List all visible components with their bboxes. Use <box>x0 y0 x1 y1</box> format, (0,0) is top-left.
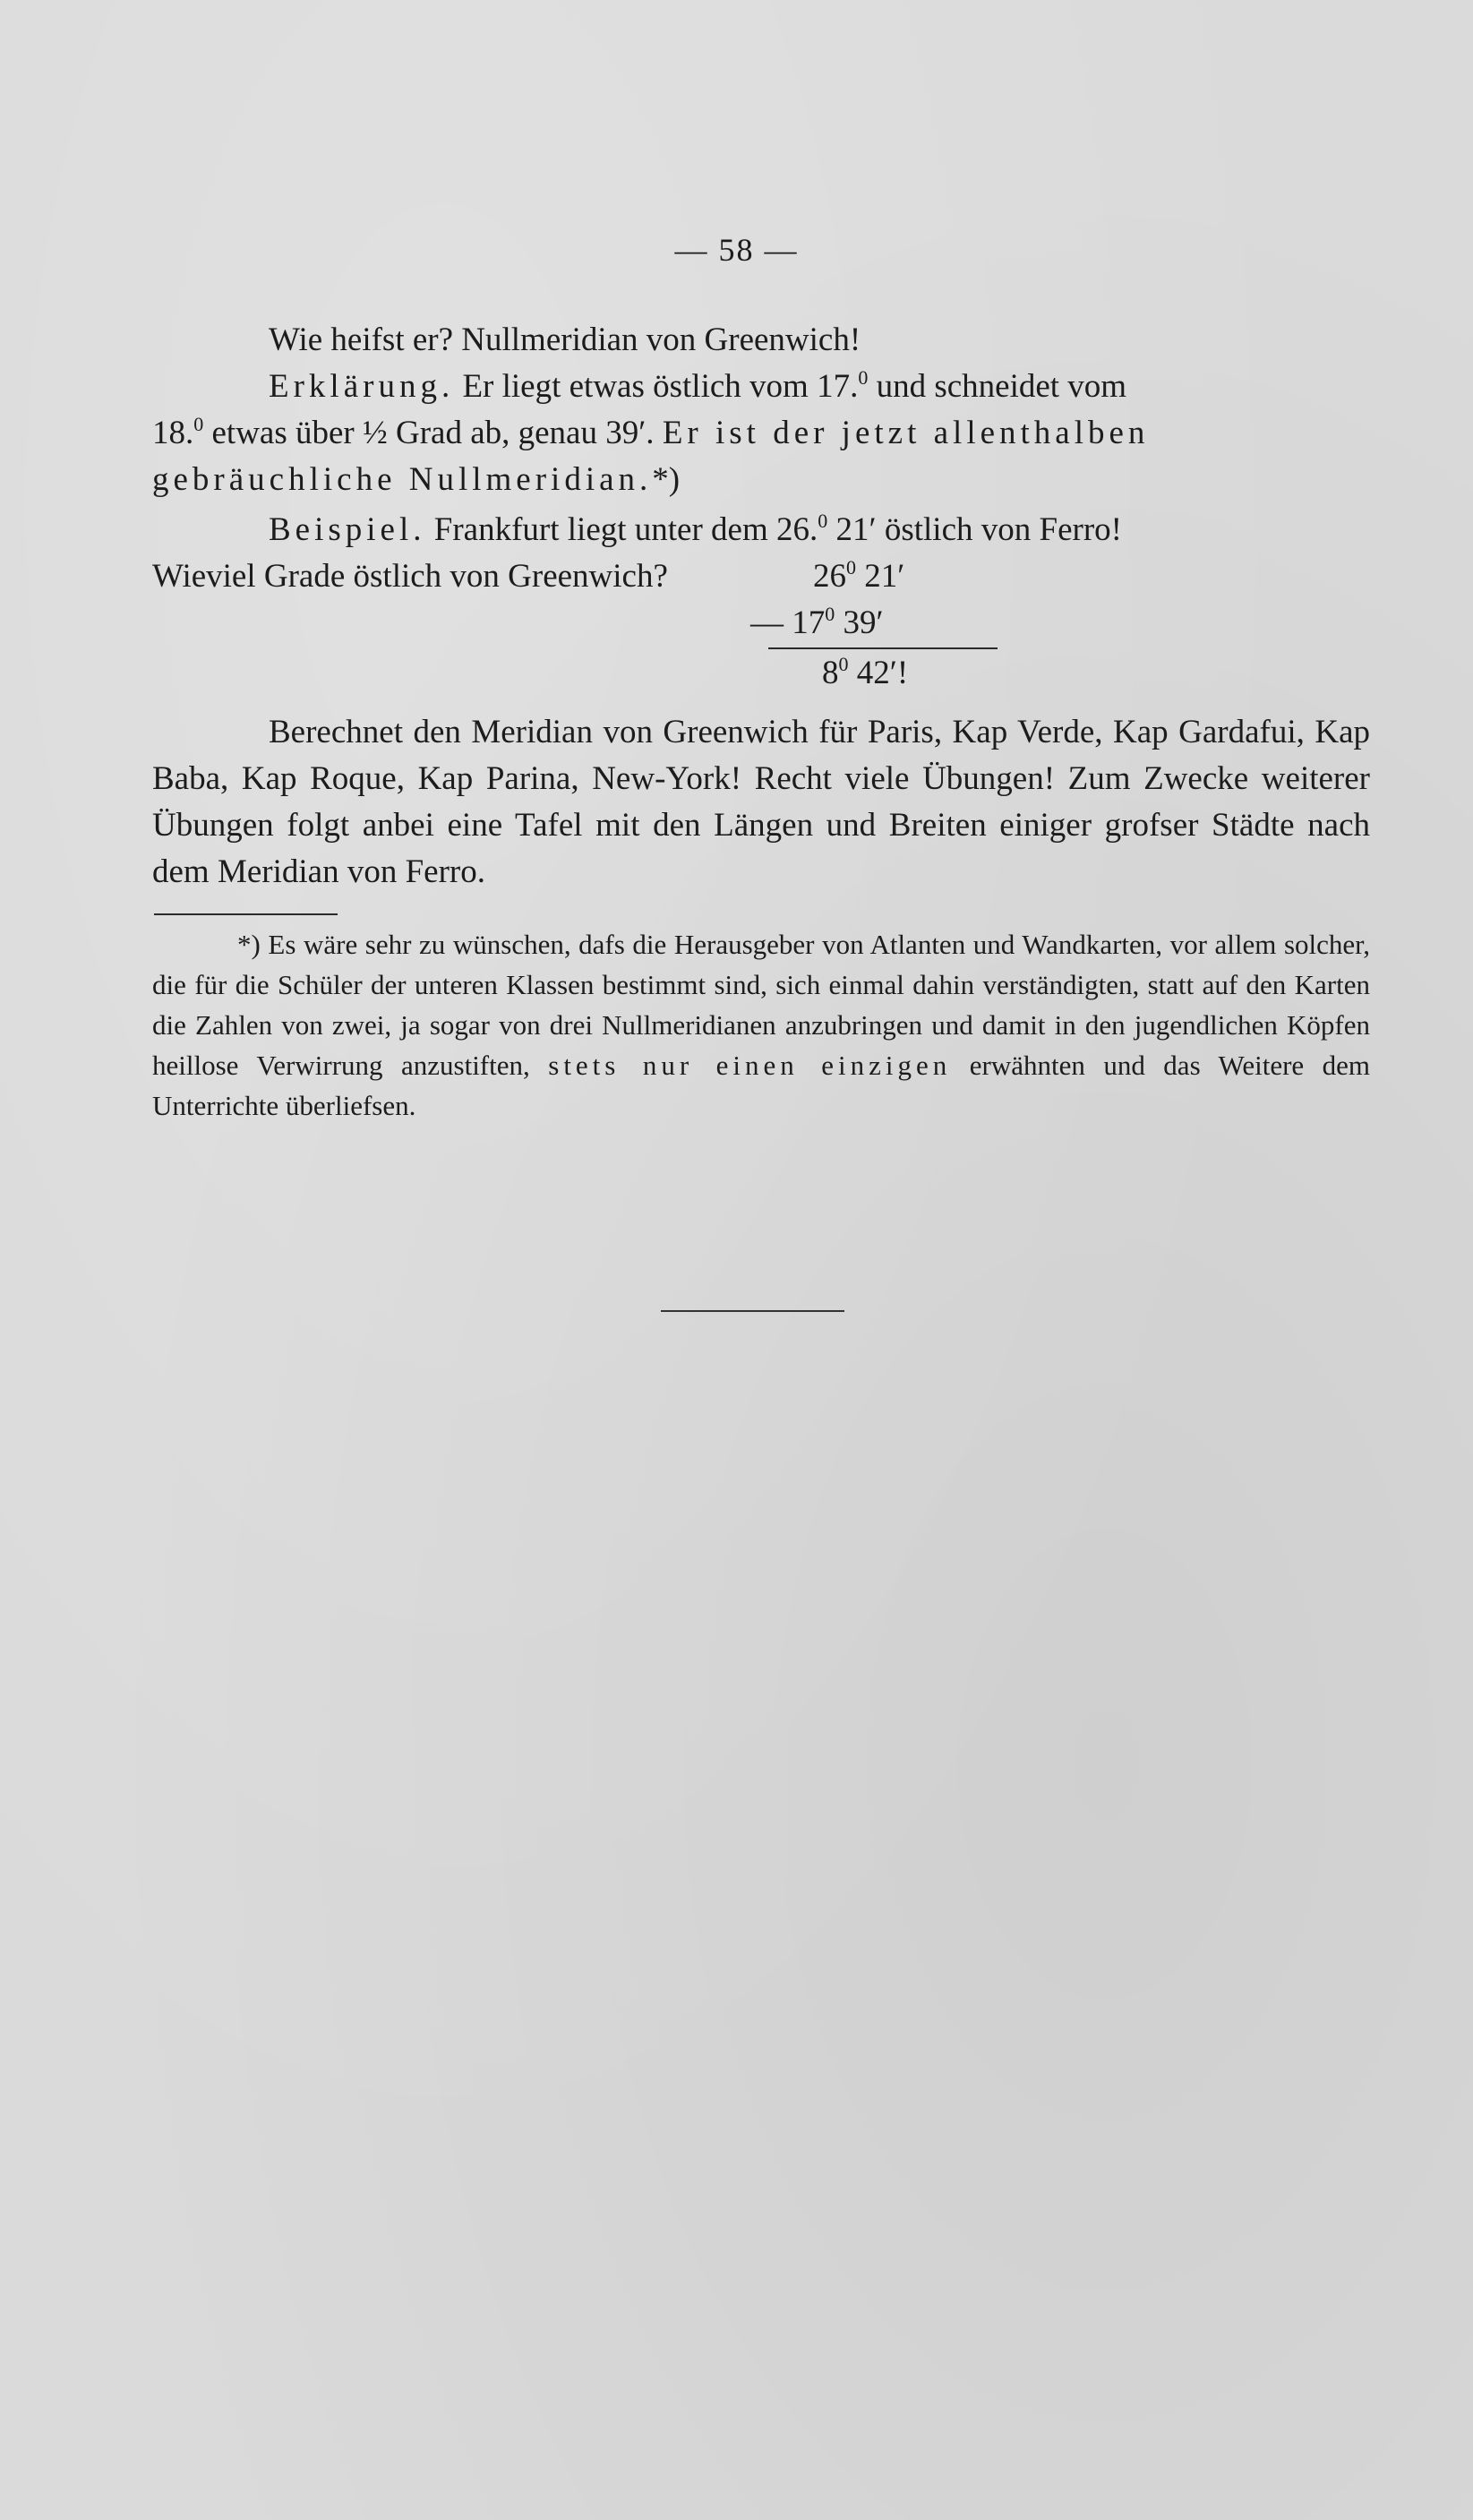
minus-sign: — <box>750 604 784 641</box>
example-line <box>269 510 1370 549</box>
example-text-end: 21′ östlich von Ferro! <box>835 511 1122 548</box>
calc-degrees: 8 <box>822 655 839 691</box>
degree-sign: 0 <box>825 603 835 625</box>
calc-degrees: 26 <box>813 558 846 595</box>
explanation-text: Er liegt etwas östlich vom 17. <box>462 368 859 405</box>
calc-subtrahend <box>750 604 884 642</box>
explanation-line-3 <box>152 460 1370 499</box>
explanation-line-2 <box>152 414 1370 452</box>
explanation-text: etwas über ½ Grad ab, genau 39′. <box>211 415 655 451</box>
calc-sum-rule <box>768 647 998 649</box>
page-number: — 58 — <box>674 232 799 268</box>
degree-sign: 0 <box>858 366 869 389</box>
calc-minutes: 39′ <box>843 604 884 641</box>
footnote-rule <box>154 913 338 915</box>
emphasis-text: gebräuchliche Nullmeridian. <box>152 461 653 498</box>
example-label: Beispiel. <box>269 511 426 548</box>
end-rule <box>661 1310 844 1312</box>
footnote-marker: *) <box>652 461 681 498</box>
degree-sign: 0 <box>193 413 204 435</box>
footnote <box>152 924 1370 1126</box>
explanation-label: Erklärung. <box>269 368 455 405</box>
calc-minutes: 21′ <box>864 558 905 595</box>
footnote-text-end: erwähnten und das Weitere dem Unterrichte überliefsen. <box>152 1050 1371 1121</box>
footnote-emphasis: stets nur einen einzigen <box>548 1050 952 1081</box>
exercise-paragraph: Berechnet den Meridian von Greenwich für Paris, Kap Verde, Kap Gardafui, Kap Baba, Kap Roque, Kap Parina, New-York! Recht viele Übungen! Zum Zwecke weiterer Übungen folgt anbei eine Tafel mit den Längen und Breiten einiger grofser Städte nach dem Meridian von Ferro. <box>152 714 1370 890</box>
degree-sign: 0 <box>838 653 849 675</box>
example-question: Wieviel Grade östlich von Greenwich? <box>152 558 668 595</box>
degree-sign: 0 <box>818 510 828 532</box>
question-line: Wie heifst er? Nullmeridian von Greenwich! <box>269 321 861 358</box>
explanation-line <box>269 367 1370 406</box>
emphasis-text: Er ist der jetzt allenthalben <box>662 415 1150 451</box>
calc-minutes: 42′! <box>856 655 909 691</box>
calc-minuend <box>813 557 904 596</box>
example-text: Frankfurt liegt unter dem 26. <box>433 511 818 548</box>
explanation-text-end: und schneidet vom <box>876 368 1127 405</box>
footnote-text: *) Es wäre sehr zu wünschen, dafs die Herausgeber von Atlanten und Wandkarten, vor allem solcher, die für die Schüler der unteren Klassen bestimmt sind, sich einmal dahin verständigten, statt auf den Karten die Zahlen von zwei, ja sogar von drei Nullmeridianen anzubringen und damit in den jugendlichen Köpfen heillose Verwirrung anzustiften, <box>152 929 1370 1081</box>
degree-value: 18. <box>152 415 194 451</box>
degree-sign: 0 <box>846 556 856 579</box>
calc-result <box>822 654 908 692</box>
calc-degrees: 17 <box>792 604 826 641</box>
